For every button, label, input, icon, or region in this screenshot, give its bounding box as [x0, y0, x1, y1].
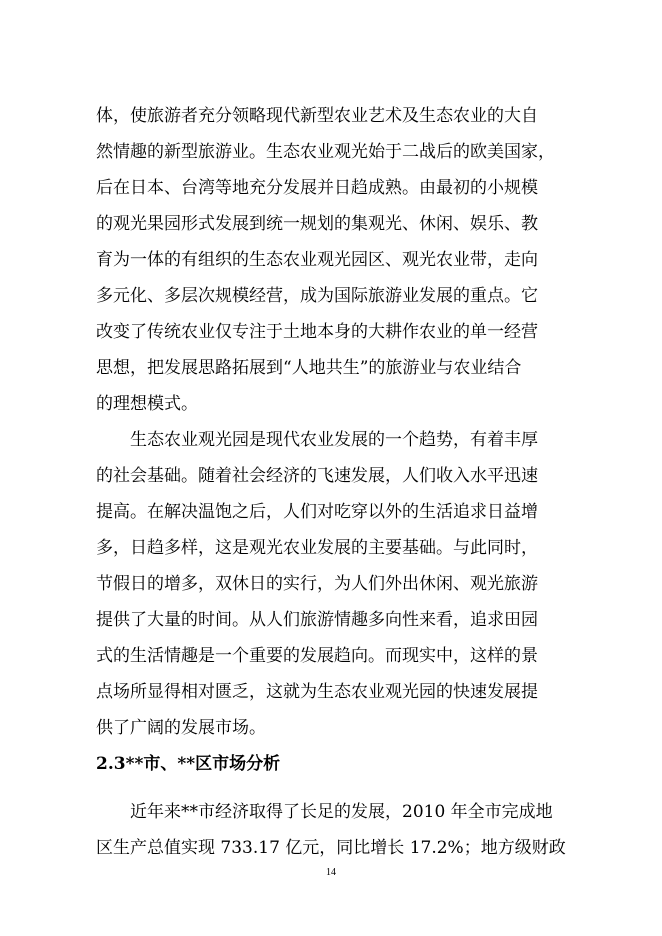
- text-line: 改变了传统农业仅专注于土地本身的大耕作农业的单一经营: [96, 322, 538, 342]
- section-heading: 2.3**市、**区市场分析: [96, 754, 281, 774]
- text-line: 提高。在解决温饱之后，人们对吃穿以外的生活追求日益增: [96, 502, 538, 522]
- text-line: 近年来**市经济取得了长足的发展，2010 年全市完成地: [130, 802, 553, 822]
- text-line: 然情趣的新型旅游业。生态农业观光始于二战后的欧美国家，: [96, 142, 555, 162]
- text-line: 多元化、多层次规模经营，成为国际旅游业发展的重点。它: [96, 286, 538, 306]
- text-line: 供了广阔的发展市场。: [96, 718, 266, 738]
- page-number: 14: [326, 867, 336, 878]
- text-line: 后在日本、台湾等地充分发展并日趋成熟。由最初的小规模: [96, 178, 538, 198]
- text-line: 区生产总值实现 733.17 亿元，同比增长 17.2%；地方级财政: [96, 838, 566, 858]
- text-line: 体，使旅游者充分领略现代新型农业艺术及生态农业的大自: [96, 106, 538, 126]
- text-line: 点场所显得相对匮乏，这就为生态农业观光园的快速发展提: [96, 682, 538, 702]
- text-line: 节假日的增多，双休日的实行，为人们外出休闲、观光旅游: [96, 574, 538, 594]
- text-line: 提供了大量的时间。从人们旅游情趣多向性来看，追求田园: [96, 610, 538, 630]
- text-line: 育为一体的有组织的生态农业观光园区、观光农业带，走向: [96, 250, 538, 270]
- text-line: 的社会基础。随着社会经济的飞速发展，人们收入水平迅速: [96, 466, 538, 486]
- text-line: 的观光果园形式发展到统一规划的集观光、休闲、娱乐、教: [96, 214, 538, 234]
- text-line: 多，日趋多样，这是观光农业发展的主要基础。与此同时，: [96, 538, 538, 558]
- text-line: 思想，把发展思路拓展到“人地共生”的旅游业与农业结合: [96, 358, 522, 378]
- text-line: 生态农业观光园是现代农业发展的一个趋势，有着丰厚: [130, 430, 538, 450]
- text-line: 式的生活情趣是一个重要的发展趋向。而现实中，这样的景: [96, 646, 538, 666]
- text-line: 的理想模式。: [96, 394, 198, 414]
